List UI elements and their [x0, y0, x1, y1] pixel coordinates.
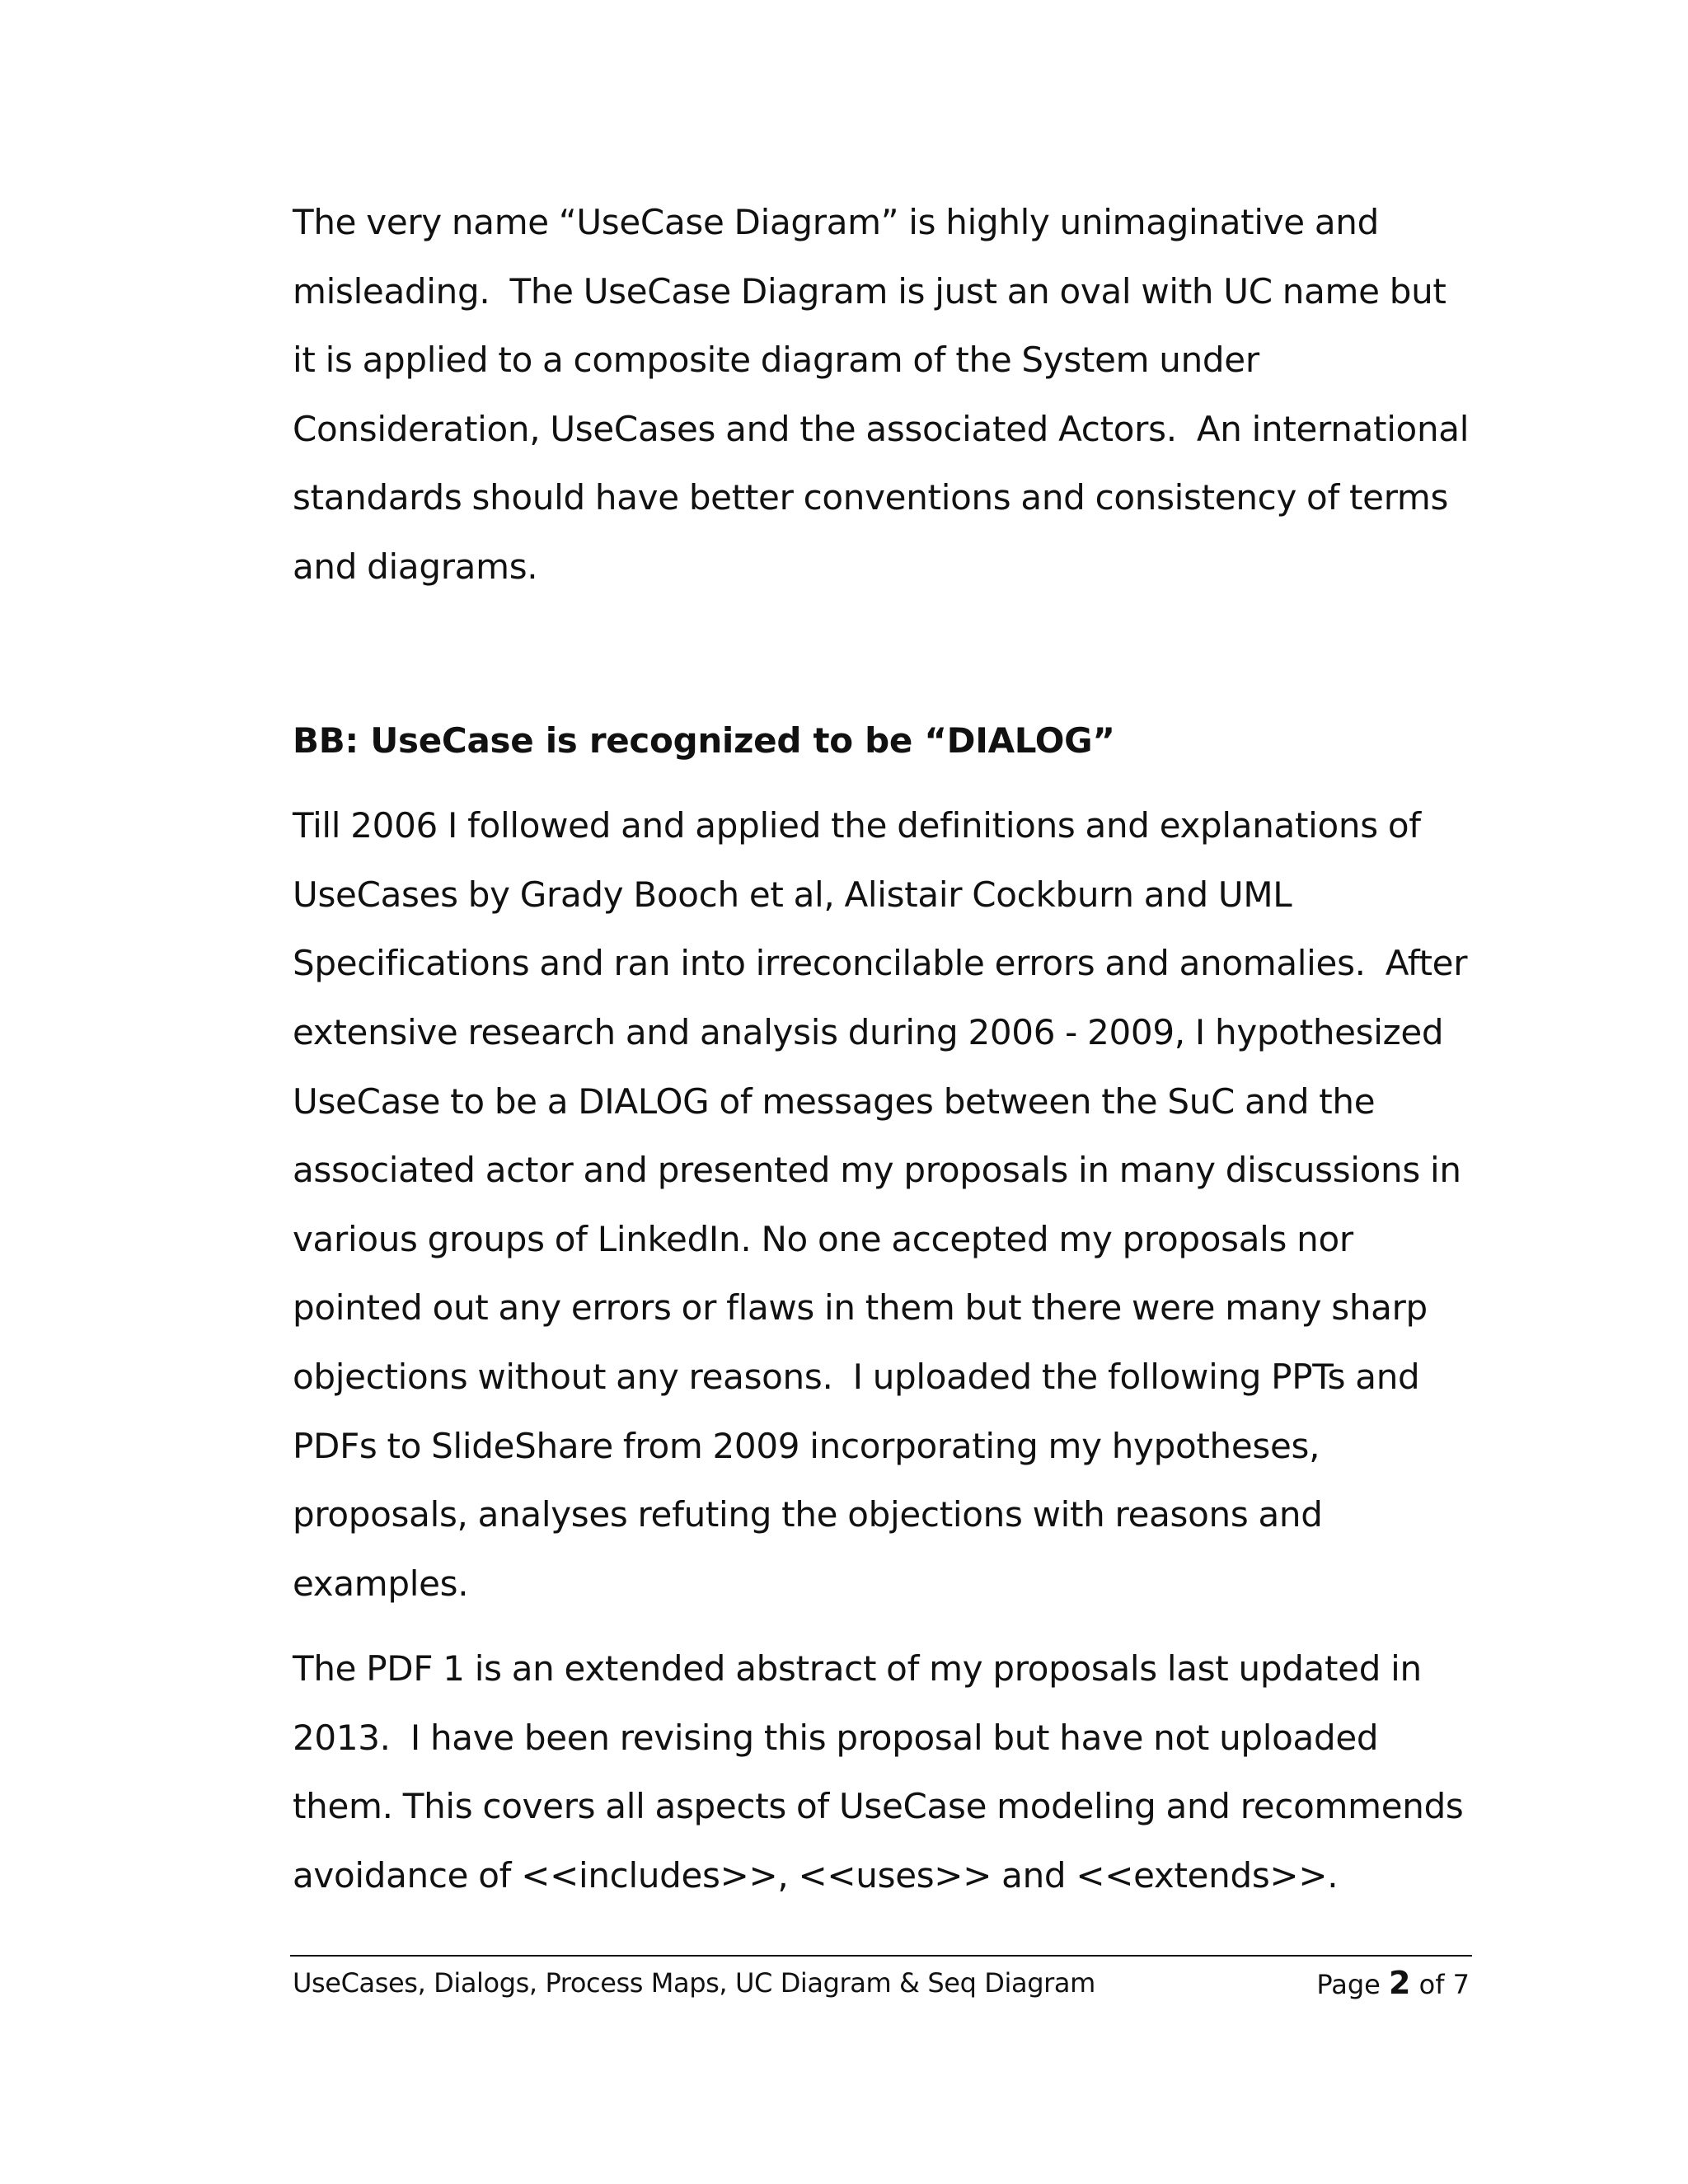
- paragraph-dialog-hypothesis: [293, 791, 1479, 1618]
- text-line: Specifications and ran into irreconcilable errors and anomalies. After: [293, 943, 1468, 984]
- text-line: The PDF 1 is an extended abstract of my proposals last updated in: [293, 1648, 1422, 1690]
- text-line: various groups of LinkedIn. No one accepted my proposals nor: [293, 1218, 1353, 1259]
- text-line: Till 2006 I followed and applied the definitions and explanations of: [293, 805, 1421, 846]
- text-line: and diagrams.: [293, 546, 538, 587]
- text-line: it is applied to a composite diagram of the System under: [293, 340, 1259, 381]
- section-heading: BB: UseCase is recognized to be “DIALOG”: [293, 719, 1115, 761]
- page-number: 2: [1389, 1965, 1411, 2001]
- of-label: of: [1418, 1969, 1445, 2000]
- text-line: examples.: [293, 1563, 469, 1604]
- text-line: extensive research and analysis during 2006 - 2009, I hypothesized: [293, 1011, 1444, 1052]
- text-line: them. This covers all aspects of UseCase modeling and recommends: [293, 1786, 1464, 1827]
- text-line: UseCase to be a DIALOG of messages between the SuC and the: [293, 1080, 1376, 1122]
- text-line: objections without any reasons. I uploaded the following PPTs and: [293, 1356, 1420, 1397]
- page-total: 7: [1452, 1969, 1470, 2000]
- page-label: Page: [1316, 1969, 1381, 2000]
- text-line: UseCases by Grady Booch et al, Alistair Cockburn and UML: [293, 874, 1292, 915]
- page-indicator: [1316, 1965, 1470, 2003]
- document-body: [293, 188, 1479, 1910]
- text-line: standards should have better conventions and consistency of terms: [293, 477, 1449, 518]
- footer-divider: [290, 1955, 1472, 1957]
- text-line: 2013. I have been revising this proposal but have not uploaded: [293, 1717, 1379, 1758]
- text-line: associated actor and presented my proposals in many discussions in: [293, 1150, 1461, 1191]
- text-line: PDFs to SlideShare from 2009 incorporating my hypotheses,: [293, 1425, 1320, 1466]
- text-line: misleading. The UseCase Diagram is just an oval with UC name but: [293, 270, 1447, 312]
- text-line: avoidance of <<includes>>, <<uses>> and <<extends>>.: [293, 1855, 1339, 1896]
- text-line: Consideration, UseCases and the associated Actors. An international: [293, 408, 1470, 449]
- paragraph-pdf-abstract: [293, 1634, 1479, 1910]
- text-line: The very name “UseCase Diagram” is highly unimaginative and: [293, 202, 1379, 242]
- text-line: pointed out any errors or flaws in them but there were many sharp: [293, 1287, 1428, 1329]
- paragraph-usecase-diagram-name: [293, 188, 1479, 602]
- text-line: proposals, analyses refuting the objections with reasons and: [293, 1494, 1323, 1535]
- footer-title: UseCases, Dialogs, Process Maps, UC Diagram & Seq Diagram: [293, 1967, 1095, 1999]
- page-footer: [293, 1965, 1470, 2001]
